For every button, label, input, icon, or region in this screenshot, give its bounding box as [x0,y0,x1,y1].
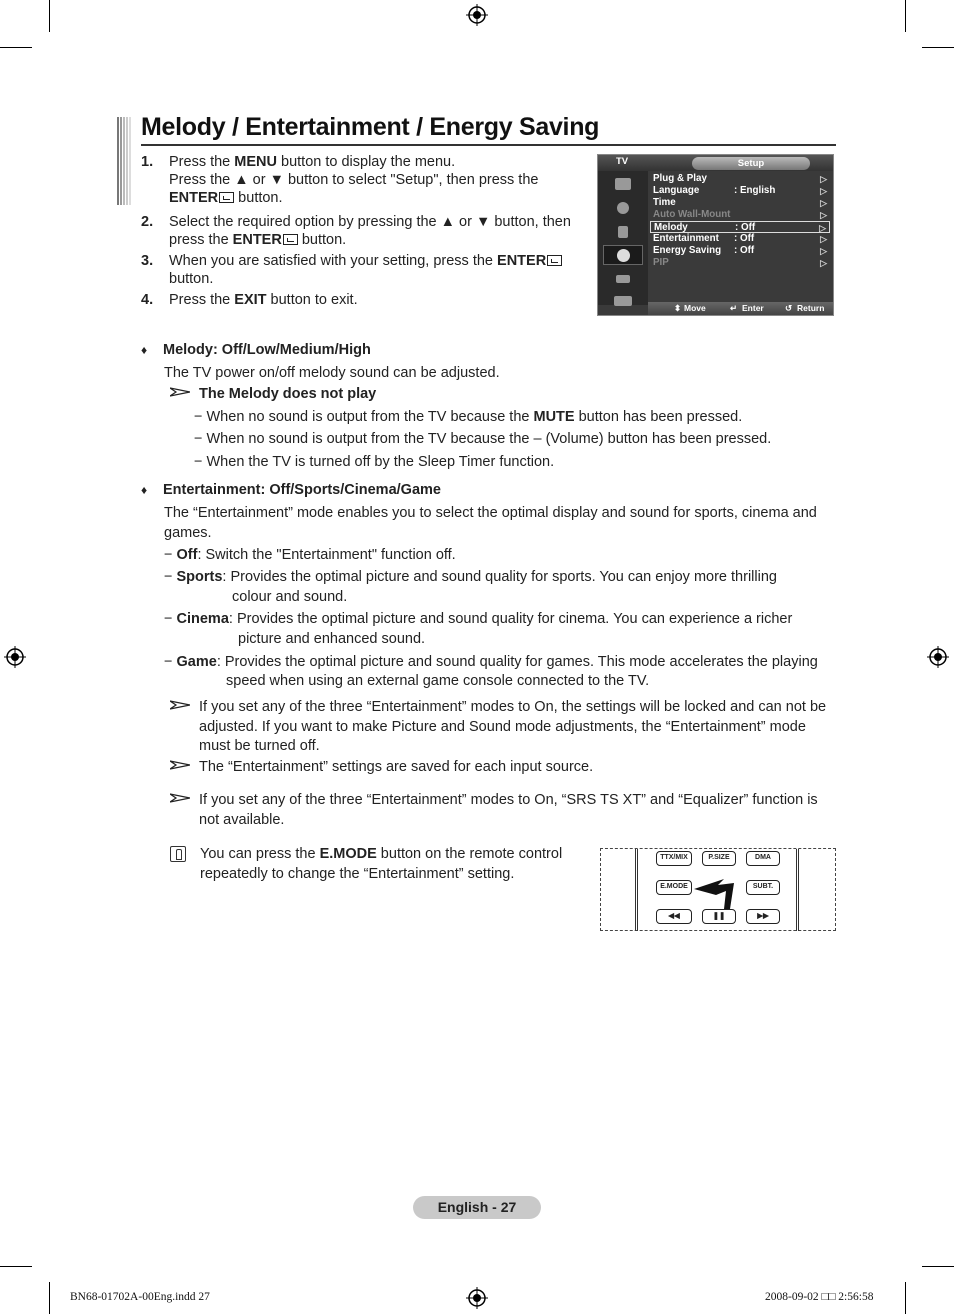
melody-item: − When no sound is output from the TV because the – (Volume) button has been pressed. [194,431,772,447]
step-3 [141,252,581,288]
menu-item-energy-saving[interactable]: Energy Saving : Off ▷ [653,245,827,256]
entertainment-option-game: − Game: Provides the optimal picture and sound quality for games. This mode accelerates the playing [164,654,818,670]
footer-move: Move [684,303,706,313]
step-text: button. [234,190,283,206]
registration-mark-icon [4,646,26,668]
pause-button[interactable]: ❚❚ [702,909,736,924]
instruction-steps [141,153,581,312]
step-text: button to exit. [266,292,358,308]
entertainment-description: The “Entertainment” mode enables you to select the optimal display and sound for sports, cinema and games. [164,505,817,541]
remote-hand-icon [170,846,186,862]
dma-button[interactable]: DMA [746,851,780,866]
step-number: 2. [141,214,154,230]
crop-mark [905,1282,906,1314]
arrow-right-icon: ▷ [820,198,827,208]
step-number: 3. [141,253,154,269]
menu-keyword: MENU [234,154,277,170]
note-arrow-icon [170,700,190,710]
step-number: 1. [141,154,154,170]
enter-keyword: ENTER [232,232,282,248]
enter-small-icon: ↵ [730,303,738,313]
subt-button[interactable]: SUBT. [746,880,780,895]
footer-enter: Enter [742,303,764,313]
step-text: button to display the menu. [276,154,456,170]
menu-sidebar [598,171,648,305]
entertainment-option-sports: − Sports: Provides the optimal picture and sound quality for sports. You can enjoy more thrilling [164,569,777,585]
input-icon[interactable] [603,269,643,289]
entertainment-heading: ♦ Entertainment: Off/Sports/Cinema/Game [141,481,441,501]
note-arrow-icon [170,793,190,803]
step-text: Press the [169,154,235,170]
date-imprint: 2008-09-02 □□ 2:56:58 [765,1291,874,1303]
arrow-right-icon: ▷ [820,246,827,256]
crop-mark [905,0,906,32]
step-text: Press the ▲ or ▼ button to select "Setup", then press the [169,172,539,188]
arrow-right-icon: ▷ [820,258,827,268]
channel-icon[interactable] [603,222,643,242]
page-number-badge: English - 27 [413,1196,541,1219]
melody-item: − When no sound is output from the TV because the MUTE button has been pressed. [194,409,743,425]
entertainment-option-game-cont: speed when using an external game console connected to the TV. [226,673,650,689]
emode-keyword: E.MODE [319,846,377,862]
arrow-right-icon: ▷ [820,234,827,244]
menu-item-language[interactable]: Language : English ▷ [653,185,827,196]
enter-keyword: ENTER [497,253,547,269]
entertainment-note-saved: The “Entertainment” settings are saved for each input source. [199,759,594,775]
menu-item-entertainment[interactable]: Entertainment : Off ▷ [653,233,827,244]
crop-mark [49,1282,50,1314]
title-underline [141,144,836,146]
enter-keyword: ENTER [169,190,219,206]
registration-mark-icon [466,4,488,26]
step-text: button. [169,271,214,287]
menu-item-auto-wall-mount: Auto Wall-Mount ▷ [653,209,827,220]
rewind-button[interactable]: ◀◀ [656,909,692,924]
crop-mark [922,1266,954,1267]
menu-item-melody[interactable]: Melody : Off ▷ [650,221,830,233]
step-4 [141,291,581,309]
enter-icon [219,192,234,203]
entertainment-note-srs: If you set any of the three “Entertainment” modes to On, “SRS TS XT” and “Equalizer” function is not available. [199,792,818,828]
remote-control-illustration [600,848,836,931]
melody-note-title: The Melody does not play [199,386,377,402]
remote-body [635,849,799,931]
menu-footer [648,302,834,315]
melody-description: The TV power on/off melody sound can be adjusted. [164,365,500,381]
pointing-arrow-icon [694,875,742,909]
setup-gear-icon[interactable] [603,245,643,265]
arrow-right-icon: ▷ [819,223,826,233]
return-icon: ↺ [785,303,793,313]
fast-forward-button[interactable]: ▶▶ [746,909,780,924]
crop-mark [0,47,32,48]
entertainment-option-cinema-cont: picture and enhanced sound. [238,631,426,647]
page-title: Melody / Entertainment / Energy Saving [141,113,600,141]
sound-icon[interactable] [603,198,643,218]
entertainment-note-locked: If you set any of the three “Entertainment” modes to On, the settings will be locked and can not be adjusted. If you want to make Picture and Sound mode adjustments, the “Entertainment” mode must be turned off. [199,699,827,754]
p-size-button[interactable]: P.SIZE [702,851,736,866]
menu-item-time[interactable]: Time ▷ [653,197,827,208]
step-text: button. [297,232,347,248]
registration-mark-icon [466,1287,488,1309]
arrow-right-icon: ▷ [820,186,827,196]
tab-setup[interactable]: Setup [692,157,810,170]
enter-icon [283,234,298,245]
step-text: Select the required option by pressing the ▲ or ▼ button, then press the [169,214,571,248]
registration-mark-icon [927,646,949,668]
entertainment-option-sports-cont: colour and sound. [232,589,348,605]
menu-item-pip: PIP ▷ [653,257,827,268]
mute-keyword: MUTE [533,409,575,425]
crop-mark [49,0,50,32]
arrow-right-icon: ▷ [820,210,827,220]
menu-item-plug-and-play[interactable]: Plug & Play ▷ [653,173,827,184]
tv-label: TV [616,156,629,167]
menu-header [598,155,833,171]
menu-list [650,173,830,269]
exit-keyword: EXIT [234,292,267,308]
remote-tip: You can press the E.MODE button on the remote control repeatedly to change the “Entertainment” setting. [200,846,563,882]
melody-item: − When the TV is turned off by the Sleep Timer function. [194,454,555,470]
entertainment-option-off: − Off: Switch the "Entertainment" function off. [164,547,456,563]
footer-return: Return [797,303,825,313]
entertainment-option-cinema: − Cinema: Provides the optimal picture and sound quality for cinema. You can experience a richer [164,611,793,627]
melody-heading: ♦ Melody: Off/Low/Medium/High [141,341,371,361]
diamond-bullet-icon: ♦ [141,343,148,357]
crop-mark [0,1266,32,1267]
title-decoration [117,117,131,205]
crop-mark [922,47,954,48]
ttx-mix-button[interactable]: TTX/MIX [656,851,692,866]
step-1 [141,153,581,207]
e-mode-button[interactable]: E.MODE [656,880,692,895]
step-text: Press the [169,292,235,308]
enter-icon [547,255,562,266]
file-imprint: BN68-01702A-00Eng.indd 27 [70,1291,210,1303]
step-text: When you are satisfied with your setting, press the [169,253,498,269]
tv-setup-menu [597,154,834,316]
arrow-right-icon: ▷ [820,174,827,184]
step-2 [141,213,581,249]
move-icon: ⬍ [674,303,682,313]
diamond-bullet-icon: ♦ [141,483,148,497]
note-arrow-icon [170,387,190,397]
note-arrow-icon [170,760,190,770]
step-number: 4. [141,292,154,308]
picture-icon[interactable] [603,174,643,194]
application-icon[interactable] [603,291,643,311]
